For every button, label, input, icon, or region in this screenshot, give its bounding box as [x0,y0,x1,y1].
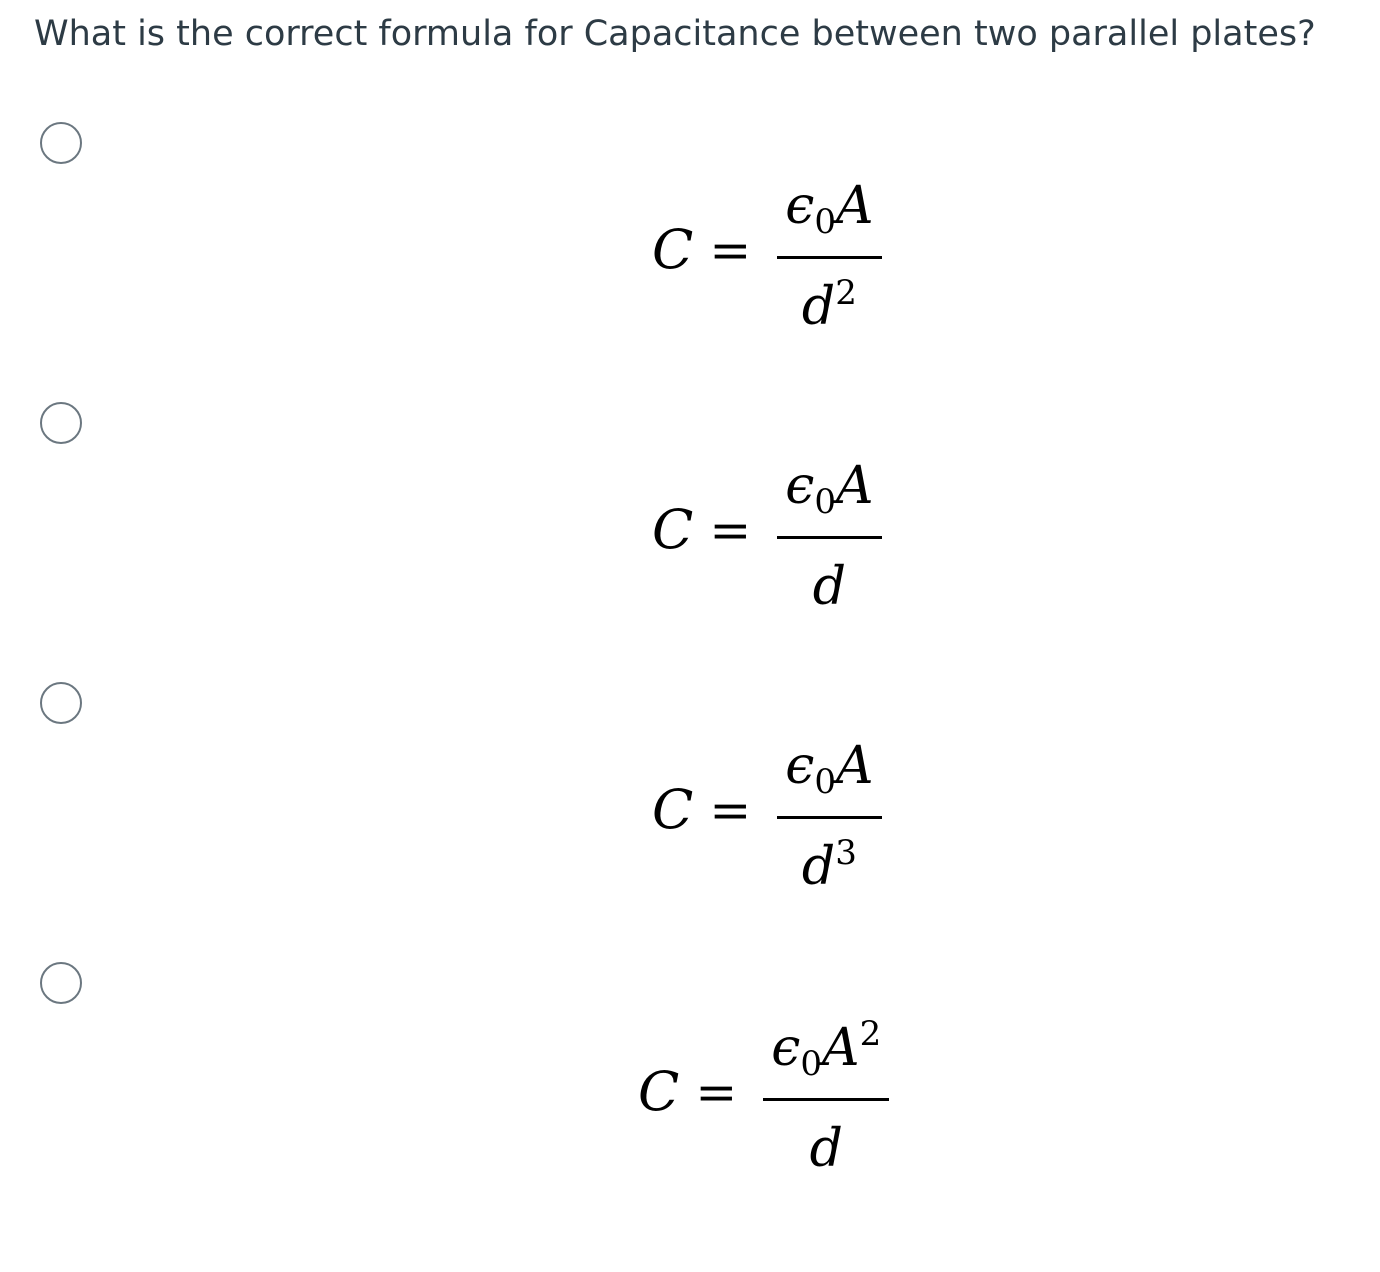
epsilon-symbol: ϵ [785,176,815,236]
equals-sign: = [695,1062,738,1121]
denominator-exponent: 3 [835,833,857,873]
epsilon-symbol: ϵ [771,1018,801,1078]
fraction [763,1002,889,1181]
equals-sign: = [709,780,752,839]
numerator-exponent: 2 [859,1014,882,1054]
denominator-exponent: 2 [835,273,857,313]
equals-sign: = [709,220,752,279]
radio-button[interactable] [40,402,82,444]
formula-lhs: C [652,498,694,561]
epsilon-subscript: 0 [800,1044,822,1084]
area-variable: A [836,736,874,796]
formula-lhs: C [638,1060,680,1123]
formula-lhs: C [652,778,694,841]
distance-variable: d [801,837,836,897]
distance-variable: d [809,1119,843,1179]
answer-option-3[interactable] [0,560,1380,897]
fraction-bar [777,816,881,819]
distance-variable: d [801,277,836,337]
formula-lhs: C [652,218,694,281]
formula [638,1002,889,1181]
epsilon-symbol: ϵ [785,456,815,516]
area-variable: A [836,176,874,236]
answer-option-2[interactable] [0,280,1380,617]
numerator [763,1002,889,1096]
area-variable: A [836,456,874,516]
radio-button[interactable] [40,122,82,164]
answer-option-4[interactable] [0,840,1380,1179]
epsilon-subscript: 0 [814,202,836,242]
distance-variable: d [812,557,847,617]
answer-option-1[interactable] [0,0,1380,337]
equals-sign: = [709,500,752,559]
denominator [802,1103,851,1181]
numerator [777,440,881,534]
question-text: What is the correct formula for Capacitance between two parallel plates? [34,14,1316,54]
fraction-bar [763,1098,889,1101]
epsilon-symbol: ϵ [785,736,815,796]
fraction-bar [777,256,881,259]
numerator [777,160,881,254]
area-variable: A [822,1018,860,1078]
fraction-bar [777,536,881,539]
radio-button[interactable] [40,682,82,724]
epsilon-subscript: 0 [814,482,836,522]
radio-button[interactable] [40,962,82,1004]
numerator [777,720,881,814]
epsilon-subscript: 0 [814,762,836,802]
